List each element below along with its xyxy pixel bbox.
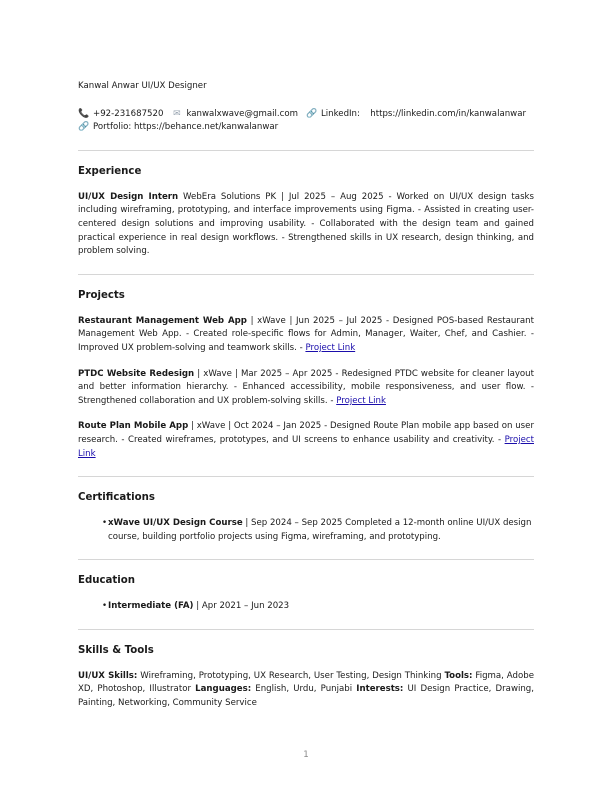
experience-text: WebEra Solutions PK | Jul 2025 – Aug 2025 - Worked on UI/UX design tasks including wireframing, prototyping, and interface improvements using Figma. - Assisted in creating user-centered design solutions and improving usability. - Collaborated with the design team and gained practical experience in real design workflows. - Strengthened skills in UX research, design thinking, and problem solving. xyxy=(78,191,534,257)
project-title: Restaurant Management Web App xyxy=(78,315,247,326)
skills-label: UI/UX Skills: xyxy=(78,670,138,681)
name-title: Kanwal Anwar UI/UX Designer xyxy=(78,81,207,91)
section-heading: Projects xyxy=(78,289,125,301)
certification-list xyxy=(78,517,534,544)
divider xyxy=(78,629,534,630)
resume-page xyxy=(78,80,534,711)
contact-line xyxy=(78,108,534,135)
education-text: | Apr 2021 – Jun 2023 xyxy=(193,601,290,612)
languages-text: English, Urdu, Punjabi xyxy=(251,684,357,695)
email-address: kanwalxwave@gmail.com xyxy=(186,108,298,119)
education-section xyxy=(78,574,534,614)
experience-entry xyxy=(78,191,534,259)
linkedin-url[interactable]: LinkedIn: https://linkedin.com/in/kanwalanwar xyxy=(320,108,526,119)
section-heading: Skills & Tools xyxy=(78,644,154,656)
education-title: Intermediate (FA) xyxy=(108,601,194,612)
link-icon: 🔗 xyxy=(78,122,90,133)
section-heading: Education xyxy=(78,575,136,587)
project-entry xyxy=(78,368,534,409)
project-entry xyxy=(78,420,534,461)
languages-label: Languages: xyxy=(195,684,252,695)
project-link[interactable]: Project Link xyxy=(305,342,356,353)
project-link[interactable]: Project Link xyxy=(336,395,386,406)
project-text: | xWave | Oct 2024 – Jan 2025 - Designed Route Plan mobile app based on user research. - Created wireframes, prototypes, and UI screens to enhance usability and creativity. - xyxy=(78,421,534,445)
certification-title: xWave UI/UX Design Course xyxy=(108,518,243,529)
project-entry xyxy=(78,315,534,356)
list-item xyxy=(102,517,534,544)
experience-title: UI/UX Design Intern xyxy=(78,191,179,202)
projects-section xyxy=(78,289,534,461)
phone-number: +92-231687520 xyxy=(93,108,164,119)
section-heading: Certifications xyxy=(78,492,155,504)
tools-label: Tools: xyxy=(444,670,473,681)
section-heading: Experience xyxy=(78,165,142,177)
divider xyxy=(78,274,534,275)
project-text: | xWave | Jun 2025 – Jul 2025 - Designed POS-based Restaurant Management Web App. - Created role-specific flows for Admin, Manager, Waiter, Chef, and Cashier. - Improved UX problem-solving and teamwork skills. - xyxy=(78,315,534,353)
list-item xyxy=(102,600,534,614)
phone-icon: 📞 xyxy=(78,108,90,119)
experience-section xyxy=(78,165,534,259)
portfolio-url[interactable]: Portfolio: https://behance.net/kanwalanwar xyxy=(93,122,279,133)
mail-icon: ✉ xyxy=(173,108,181,119)
divider xyxy=(78,559,534,560)
page-number: 1 xyxy=(303,750,309,760)
tools-text: Figma, Adobe XD, Photoshop, Illustrator xyxy=(78,670,534,695)
divider xyxy=(78,150,534,151)
certification-text: | Sep 2024 – Sep 2025 Completed a 12-month online UI/UX design course, building portfolio projects using Figma, wireframing, and prototyping. xyxy=(108,518,532,542)
project-title: PTDC Website Redesign xyxy=(78,368,195,379)
project-title: Route Plan Mobile App xyxy=(78,421,189,432)
skills-section xyxy=(78,644,534,711)
project-link[interactable]: Project Link xyxy=(78,434,534,459)
interests-label: Interests: xyxy=(356,684,404,695)
interests-text: UI Design Practice, Drawing, Painting, Networking, Community Service xyxy=(78,684,534,709)
skills-text: Wireframing, Prototyping, UX Research, User Testing, Design Thinking xyxy=(137,670,445,681)
link-icon: 🔗 xyxy=(305,108,318,119)
skills-entry xyxy=(78,670,534,711)
education-list xyxy=(78,600,534,614)
divider xyxy=(78,476,534,477)
certifications-section xyxy=(78,491,534,544)
project-text: | xWave | Mar 2025 – Apr 2025 - Redesigned PTDC website for cleaner layout and better information hierarchy. - Enhanced accessibility, mobile responsiveness, and user flow. - Strengthened collaboration and UX problem-solving skills. - xyxy=(78,368,535,406)
